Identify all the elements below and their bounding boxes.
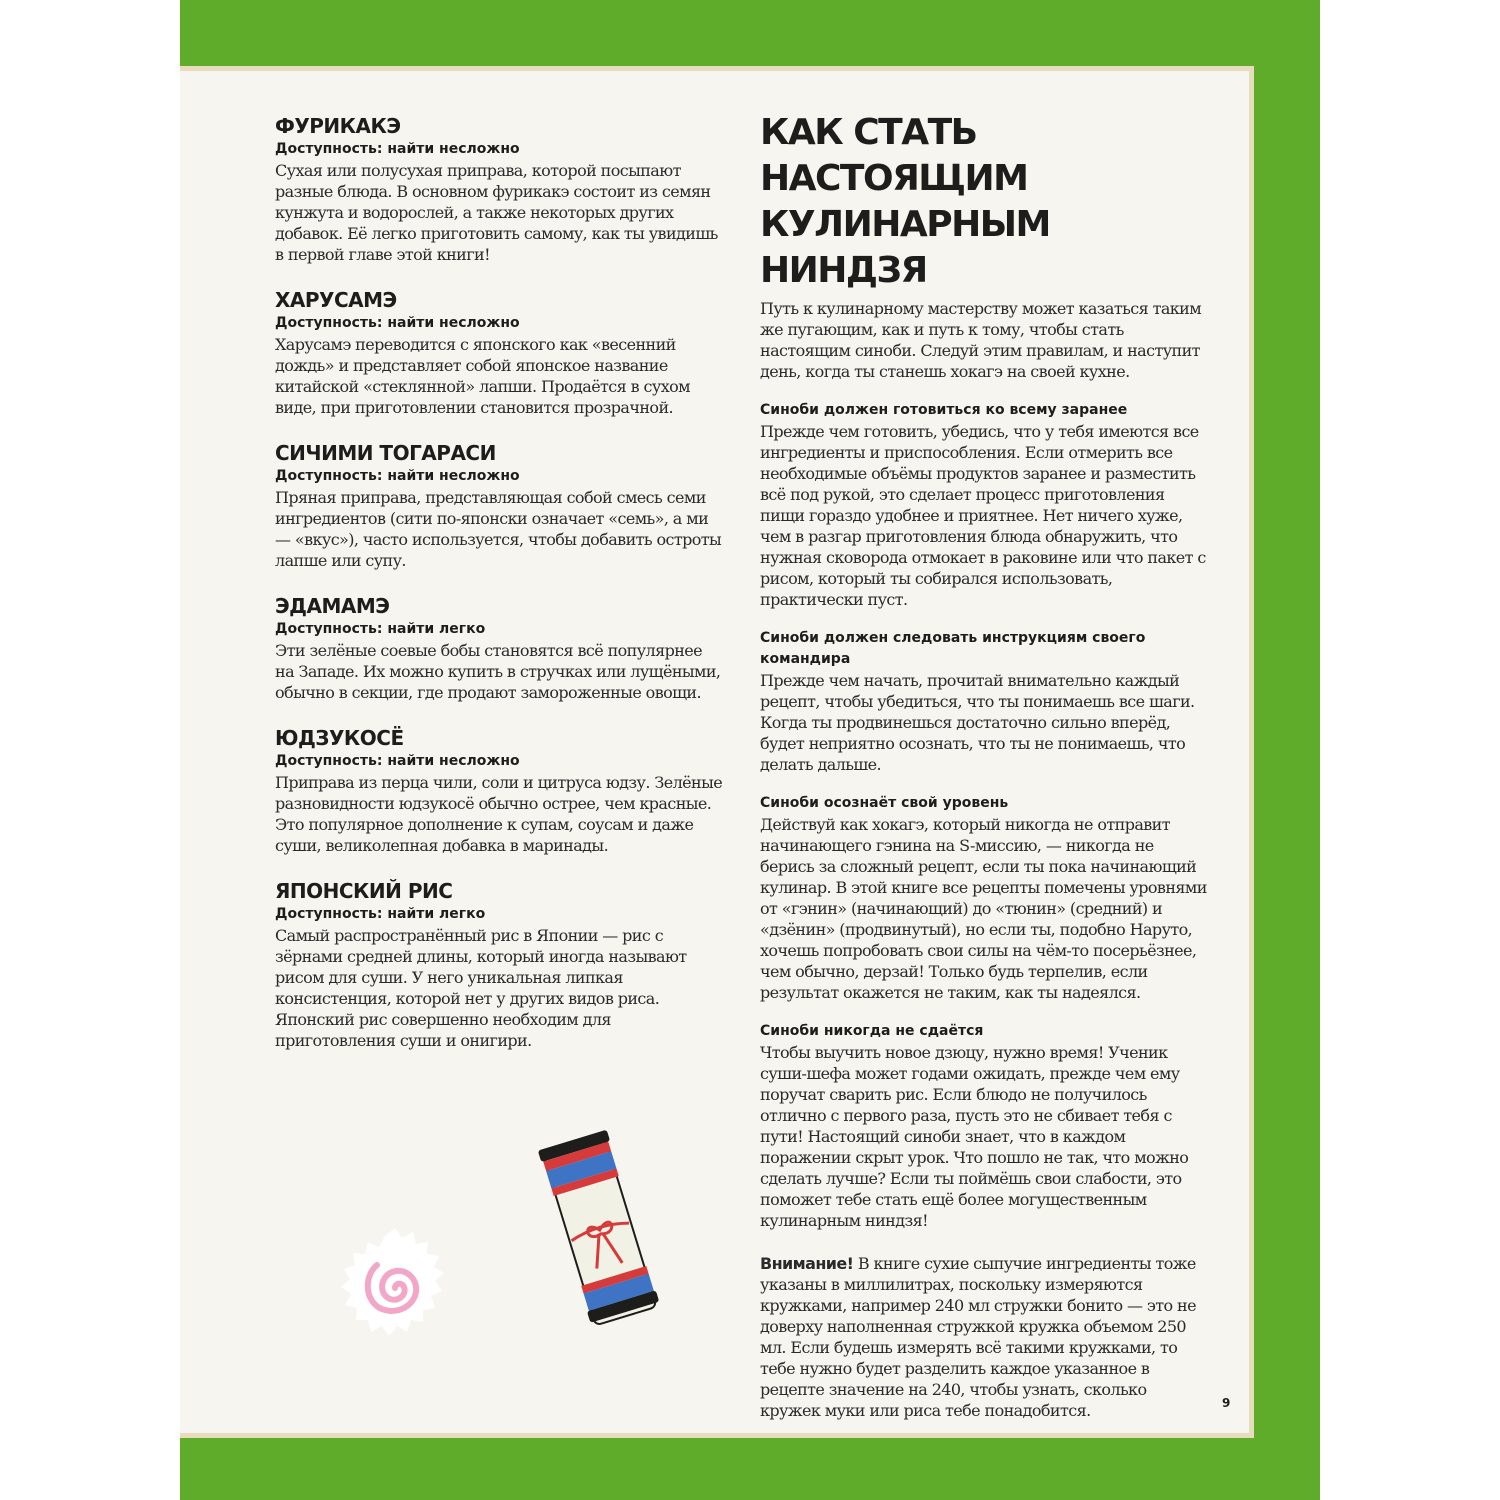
ingredient-description: Приправа из перца чили, соли и цитруса юдзу. Зелёные разновидности юдзукосё обычно острее, чем красные. Это популярное дополнение к супам, соусам и даже суши, великолепная добавка в маринады. xyxy=(275,773,723,855)
ingredient-entry xyxy=(275,878,725,1051)
ingredient-title: СИЧИМИ ТОГАРАСИ xyxy=(275,441,496,465)
ingredient-description: Сухая или полусухая приправа, которой посыпают разные блюда. В основном фурикакэ состоит из семян кунжута и водорослей, а также некоторых других добавок. Её легко приготовить самому, как ты увидишь в первой главе этой книги! xyxy=(275,161,718,264)
ingredient-description: Самый распространённый рис в Японии — рис с зёрнами средней длины, который иногда называют рисом для суши. У него уникальная липкая консистенция, которой нет у других видов риса. Японский рис совершенно необходим для приготовления суши и онигири. xyxy=(275,926,687,1050)
ingredient-title: ХАРУСАМЭ xyxy=(275,288,397,312)
measurement-note xyxy=(760,1253,1210,1421)
rule-heading: Синоби осознаёт свой уровень xyxy=(760,795,1009,811)
section-title-line2: КУЛИНАРНЫМ НИНДЗЯ xyxy=(760,204,1050,291)
rule-heading: Синоби должен следовать инструкциям своего командира xyxy=(760,630,1146,667)
page-number: 9 xyxy=(1222,1396,1231,1410)
ingredient-description: Харусамэ переводится с японского как «весенний дождь» и представляет собой японское название китайской «стеклянной» лапши. Продаётся в сухом виде, при приготовлении становится прозрачной. xyxy=(275,335,691,417)
section-title-line1: КАК СТАТЬ НАСТОЯЩИМ xyxy=(760,112,1028,199)
ingredient-entry xyxy=(275,440,725,571)
rule-text: Прежде чем начать, прочитай внимательно каждый рецепт, чтобы убедиться, что ты понимаешь все шаги. Когда ты продвинешься достаточно сильно вперёд, будет неприятно осознать, что ты не понимаешь, что делать дальше. xyxy=(760,671,1195,774)
ingredient-availability: Доступность: найти несложно xyxy=(275,315,520,331)
ingredient-availability: Доступность: найти легко xyxy=(275,906,486,922)
ninja-tips-column xyxy=(760,110,1210,1421)
ingredient-title: ЭДАМАМЭ xyxy=(275,594,390,618)
intro-paragraph: Путь к кулинарному мастерству может казаться таким же пугающим, как и путь к тому, чтобы стать настоящим синоби. Следуй этим правилам, и наступит день, когда ты станешь хокагэ на своей кухне. xyxy=(760,299,1202,381)
rule-heading: Синоби никогда не сдаётся xyxy=(760,1023,984,1039)
rule-text: Действуй как хокагэ, который никогда не отправит начинающего гэнина на S-миссию, — никогда не берись за сложный рецепт, если ты пока начинающий кулинар. В этой книге все рецепты помечены уровнями от «гэнин» (начинающий) до «тюнин» (средний) и «дзёнин» (продвинутый), но если ты, подобно Наруто, хочешь попробовать свои силы на чём-то посерьёзнее, чем обычно, дерзай! Только будь терпелив, если результат окажется не таким, как ты надеялся. xyxy=(760,815,1207,1002)
ingredient-entry xyxy=(275,725,725,856)
ingredient-title: ЮДЗУКОСЁ xyxy=(275,726,404,750)
ninja-scroll-icon xyxy=(530,1128,670,1334)
ingredient-entry xyxy=(275,287,725,418)
ingredient-availability: Доступность: найти несложно xyxy=(275,141,520,157)
ingredient-availability: Доступность: найти несложно xyxy=(275,753,520,769)
ingredient-description: Пряная приправа, представляющая собой смесь семи ингредиентов (сити по-японски означает «семь», а ми — «вкус»), часто используется, чтобы добавить остроты лапше или супу. xyxy=(275,488,722,570)
rule-heading: Синоби должен готовиться ко всему заранее xyxy=(760,402,1128,418)
ingredient-entry xyxy=(275,113,725,265)
rule-text: Чтобы выучить новое дзюцу, нужно время! Ученик суши-шефа может годами ожидать, прежде чем ему поручат сварить рис. Если блюдо не получилось отлично с первого раза, пусть это не сбивает тебя с пути! Настоящий синоби знает, что в каждом поражении скрыт урок. Что пошло не так, что можно сделать лучше? Если ты поймёшь свои слабости, это поможет тебе стать ещё более могущественным кулинарным ниндзя! xyxy=(760,1043,1189,1230)
section-title xyxy=(760,110,1210,294)
ingredient-availability: Доступность: найти несложно xyxy=(275,468,520,484)
ingredient-title: ЯПОНСКИЙ РИС xyxy=(275,879,453,903)
ingredient-description: Эти зелёные соевые бобы становятся всё популярнее на Западе. Их можно купить в стручках или лущёными, обычно в секции, где продают замороженные овощи. xyxy=(275,641,721,702)
ingredient-availability: Доступность: найти легко xyxy=(275,621,486,637)
narutomaki-icon xyxy=(332,1225,458,1351)
rule-text: Прежде чем готовить, убедись, что у тебя имеются все ингредиенты и приспособления. Если отмерить все необходимые объёмы продуктов заранее и разместить всё под рукой, это сделает процесс приготовления пищи гораздо удобнее и приятнее. Нет ничего хуже, чем в разгар приготовления блюда обнаружить, что нужная сковорода отмокает в раковине или что пакет с рисом, который ты собирался использовать, практически пуст. xyxy=(760,422,1206,609)
ingredient-title: ФУРИКАКЭ xyxy=(275,114,401,138)
ingredient-entry xyxy=(275,593,725,703)
note-text: В книге сухие сыпучие ингредиенты тоже указаны в миллилитрах, поскольку измеряются кружками, например 240 мл стружки бонито — это не доверху наполненная стружкой кружка объемом 250 мл. Если будешь измерять всё такими кружками, то тебе нужно будет разделить каждое указанное в рецепте значение на 240, чтобы узнать, сколько кружек муки или риса тебе понадобится. xyxy=(760,1254,1196,1420)
ingredients-column xyxy=(275,113,725,1073)
note-label: Внимание! xyxy=(760,1254,854,1273)
